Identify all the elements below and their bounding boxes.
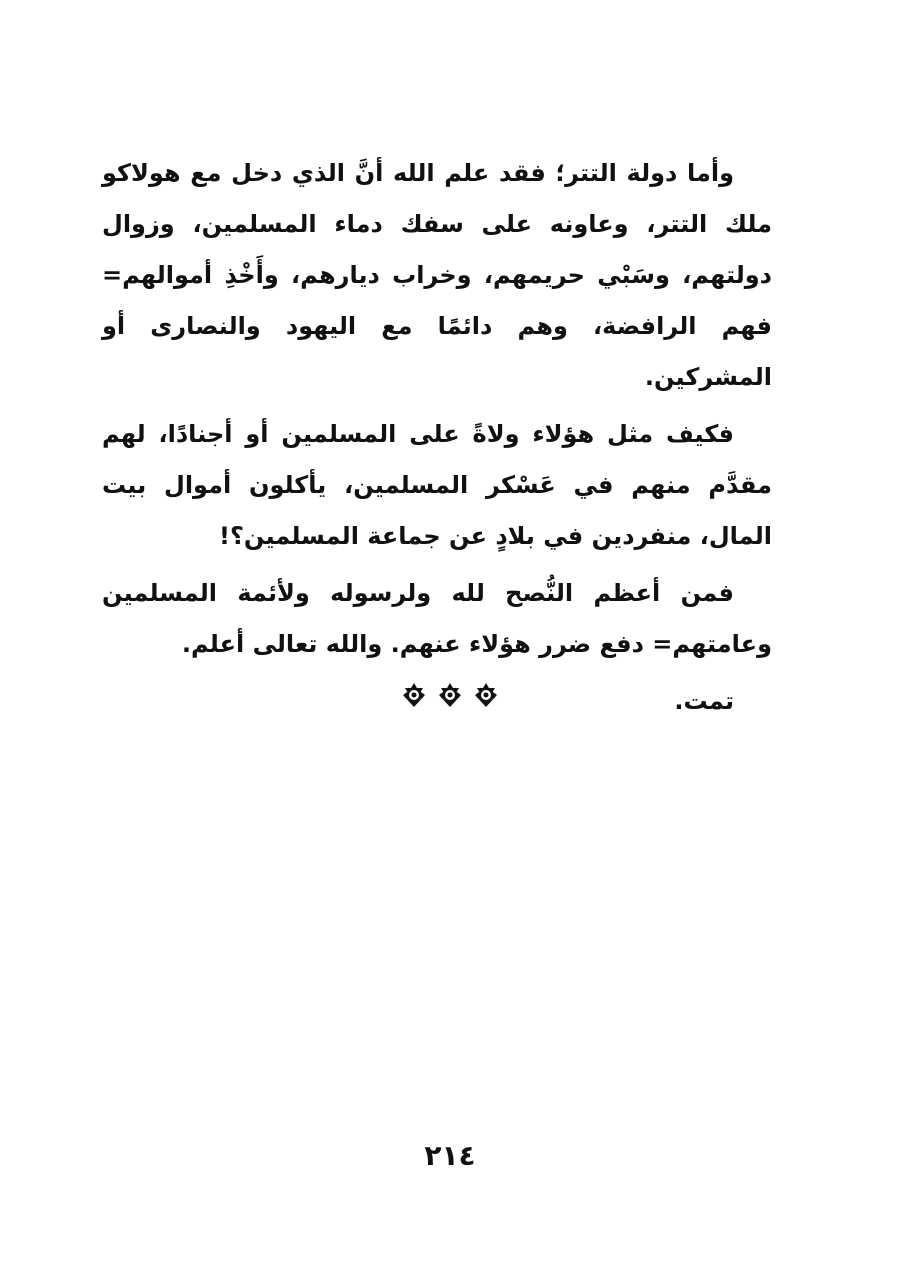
section-ornaments [0,682,900,708]
star-ornament-icon [437,682,463,708]
paragraph-3: فمن أعظم النُّصح لله ولرسوله ولأئمة المسلمين وعامتهم= دفع ضرر هؤلاء عنهم. والله تعالى أعلم. [102,579,772,658]
star-ornament-icon [473,682,499,708]
star-ornament-icon [401,682,427,708]
paragraph-1: وأما دولة التتر؛ فقد علم الله أنَّ الذي دخل مع هولاكو ملك التتر، وعاونه على سفك دماء المسلمين، وزوال دولتهم، وسَبْي حريمهم، وخراب ديارهم، وأَخْذِ أموالهم= فهم الرافضة، وهم دائمًا مع اليهود والنصارى أو المشركين. [102,159,772,391]
paragraph-2: فكيف مثل هؤلاء ولاةً على المسلمين أو أجنادًا، لهم مقدَّم منهم في عَسْكر المسلمين، يأكلون أموال بيت المال، منفردين في بلادٍ عن جماعة المسلمين؟! [102,420,772,550]
page-number: ٢١٤ [424,1139,476,1172]
ending-note: تمت. [674,687,734,715]
main-text [102,148,772,727]
